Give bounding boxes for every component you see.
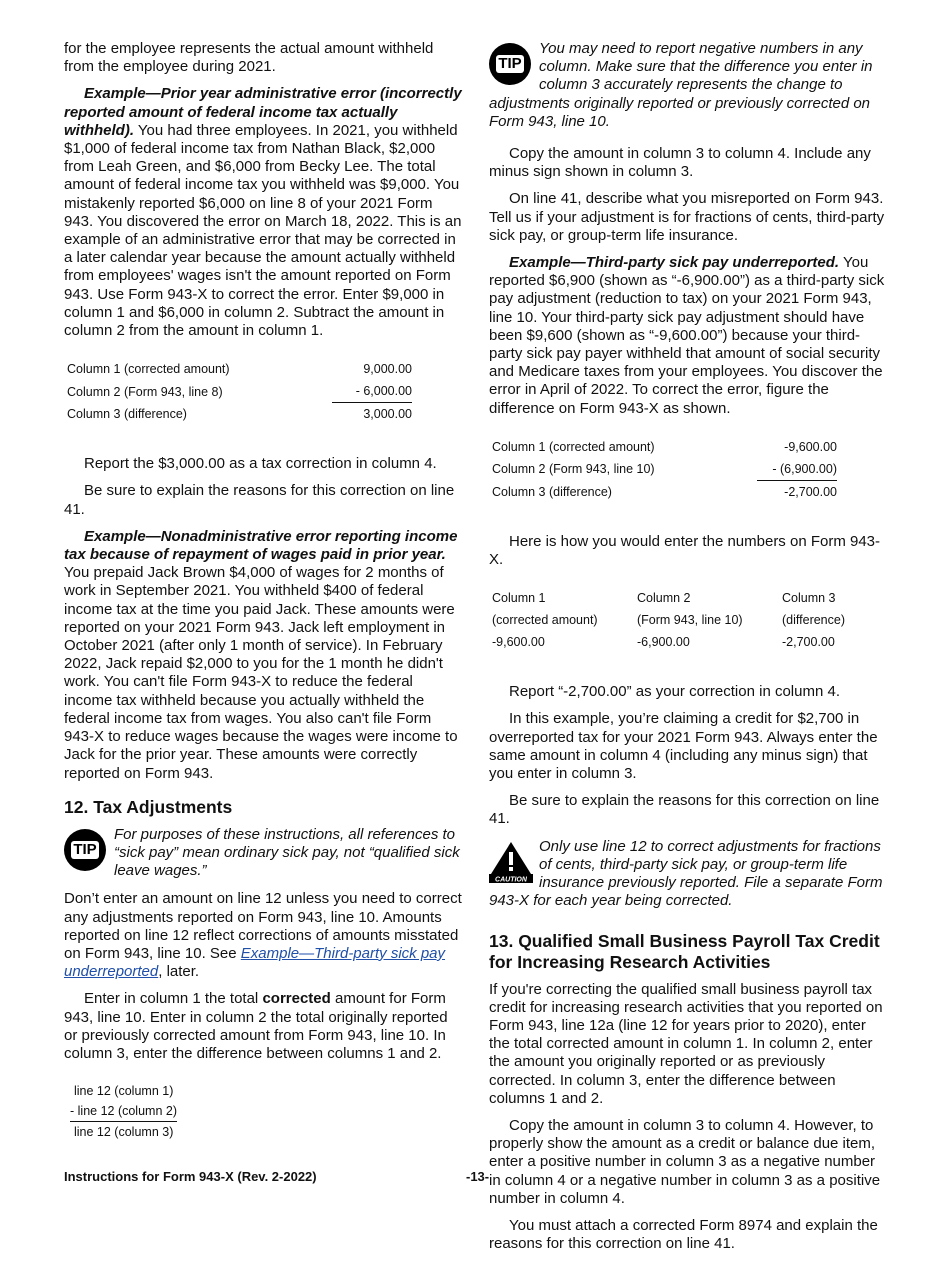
row-label: Column 1 (corrected amount) — [67, 362, 230, 377]
paragraph: Don’t enter an amount on line 12 unless you need to correct any adjustments reported on Form 943, line 10. Amounts reported on line 12 reflect corrections of amounts misstated on Form 943, line 10. See Example—Third-party sick pay underreported, later. — [64, 890, 462, 981]
row-label: Column 3 (difference) — [67, 407, 187, 421]
column-header: Column 1 — [492, 591, 546, 606]
paragraph: Here is how you would enter the numbers on Form 943-X. — [489, 532, 881, 569]
tip-text: You may need to report negative numbers in any column. Make sure that the difference you enter in column 3 accurately represents the change to — [539, 40, 873, 94]
link-third-party-sick-pay[interactable]: Example—Third-party sick pay underreported — [64, 944, 446, 981]
example-prior-year-error — [64, 85, 462, 340]
tip-note — [489, 40, 887, 131]
footer-title: Instructions for Form 943-X (Rev. 2-2022) — [64, 1169, 317, 1184]
column-header: (difference) — [782, 613, 845, 628]
row-value: 3,000.00 — [363, 407, 412, 422]
column-header: Column 2 — [637, 591, 691, 606]
table-row — [67, 403, 412, 426]
caution-text: Only use line 12 to correct adjustments for fractions of cents, third-party sick pay, or group-term life insurance previously reported. File a separate Form — [539, 837, 883, 892]
paragraph: Copy the amount in column 3 to column 4. Include any minus sign shown in column 3. — [489, 145, 871, 181]
paragraph: Report “-2,700.00” as your correction in column 4. — [509, 683, 840, 701]
caution-note — [489, 838, 887, 911]
example-heading: Example—Nonadministrative error reporting income tax because of repayment of wages paid in prior year. — [64, 527, 458, 564]
right-column — [489, 40, 887, 1262]
example-body: You prepaid Jack Brown $4,000 of wages for 2 months of work in September 2021. You withheld $400 of federal income tax at the time you paid Jack. These amounts were reported on your 2021 Form 943. Jack left employment in October 2021 (after only 1 month of service). In February 2022, Jack repaid $2,000 to you for the 1 month he didn't work. You can't file Form 943-X to reduce the federal income tax withheld because you actually withheld the federal income tax from wages. You also can't file Form 943-X to reduce wages because the wages were income to Jack for the prior year. These amounts were correctly reported on Form 943. — [64, 564, 458, 782]
caution-text: 943-X for each year being corrected. — [489, 892, 733, 910]
row-value: 9,000.00 — [363, 362, 412, 377]
paragraph: If you're correcting the qualified small business payroll tax credit for increasing research activities that you reported on Form 943, line 12a (line 12 for years prior to 2020), enter the total corrected amount in column 1. In column 2, enter the amount you originally reported or as previously corrected. In column 3, enter the difference between columns 1 and 2. — [489, 980, 883, 1107]
column-header: (Form 943, line 10) — [637, 613, 743, 628]
table-row — [67, 358, 412, 380]
left-column — [64, 40, 462, 1142]
amount-table-1 — [67, 358, 412, 425]
table-header-row — [492, 587, 852, 609]
paragraph: On line 41, describe what you misreported on Form 943. Tell us if your adjustment is for fractions of cents, third-party sick pay, or group-term life insurance. — [489, 190, 885, 244]
paragraph: You must attach a corrected Form 8974 and explain the reasons for this correction on line 41. — [489, 1216, 878, 1253]
page-number: -13- — [466, 1169, 490, 1184]
table-row — [492, 436, 837, 458]
row-value: -2,700.00 — [784, 484, 837, 499]
example-body: You had three employees. In 2021, you withheld $1,000 of federal income tax from Nathan Black, $2,000 from Leah Green, and $6,000 from Becky Lee. The total amount of federal income tax you withheld was $9,000. You mistakenly reported $6,000 on line 8 of your 2021 Form 943. You discovered the error on March 18, 2022. This is an example of an administrative error that may be corrected in a later calendar year because the amount actually withheld from employees' wages isn't the amount reported on Form 943. Use Form 943-X to correct the error. Enter $9,000 in column 1 and $6,000 in column 2. Subtract the amount in column 2 from the amount in column 1. — [64, 121, 462, 340]
formula-line: line 12 (column 3) — [74, 1125, 174, 1140]
line-12-formula — [70, 1081, 462, 1142]
form-entry-table — [492, 587, 852, 653]
example-heading: Example—Third-party sick pay underreported. — [509, 254, 840, 272]
tip-icon: TIP — [489, 43, 531, 85]
example-third-party-sick-pay — [489, 254, 887, 418]
page-footer — [64, 1168, 882, 1186]
column-header: (corrected amount) — [492, 613, 598, 628]
tip-text: For purposes of these instructions, all references to “sick pay” mean ordinary sick pay, not “qualified sick leave wages.” — [114, 825, 460, 880]
example-body: You reported $6,900 (shown as “-6,900.00”) as a third-party sick pay adjustment (reduction to tax) on your 2021 Form 943, line 10. Your third-party sick pay adjustment should have been $9,600 (shown as “-9,600.00”) because your third-party sick pay payer withheld that amount of social security and Medicare taxes from your employees. You discover the error in April of 2022. To correct the error, figure the difference on Form 943-X as shown. — [489, 254, 885, 417]
section-heading-12: 12. Tax Adjustments — [64, 796, 233, 817]
cell-value: -2,700.00 — [782, 635, 835, 650]
row-label: Column 1 (corrected amount) — [492, 439, 655, 454]
tip-text: adjustments originally reported or previously corrected on Form 943, line 10. — [489, 94, 871, 130]
tip-note — [64, 826, 462, 881]
table-row — [492, 458, 837, 481]
row-label: Column 2 (Form 943, line 8) — [67, 384, 223, 399]
formula-line: - line 12 (column 2) — [70, 1101, 177, 1122]
cell-value: -6,900.00 — [637, 635, 690, 650]
row-label: Column 2 (Form 943, line 10) — [492, 462, 655, 477]
paragraph: Report the $3,000.00 as a tax correction in column 4. — [84, 455, 437, 473]
paragraph: for the employee represents the actual amount withheld from the employee during 2021. — [64, 40, 434, 76]
table-header-row — [492, 609, 852, 631]
row-label: Column 3 (difference) — [492, 484, 612, 499]
example-nonadministrative-error — [64, 528, 462, 783]
table-row — [492, 631, 852, 653]
paragraph: Enter in column 1 the total corrected amount for Form 943, line 10. Enter in column 2 the total originally reported or previously corrected amount from Form 943, line 10. In column 3, enter the difference between columns 1 and 2. — [64, 990, 448, 1062]
paragraph: Be sure to explain the reasons for this correction on line 41. — [489, 792, 880, 828]
cell-value: -9,600.00 — [492, 635, 545, 650]
amount-table-2 — [492, 436, 837, 503]
svg-text:CAUTION: CAUTION — [495, 876, 527, 884]
caution-icon — [489, 840, 533, 884]
paragraph: In this example, you’re claiming a credit for $2,700 in overreported tax for your 2021 Form 943. Always enter the same amount in column 4 (including any minus sign) that you enter in column 3. — [489, 710, 878, 783]
paragraph: Copy the amount in column 3 to column 4. However, to properly show the amount as a credit or balance due item, enter a positive number in column 3 as a negative number in column 4 or a negative number in column 3 as a positive number in column 4. — [489, 1116, 881, 1207]
tip-icon: TIP — [64, 829, 106, 871]
table-row — [492, 480, 837, 503]
row-value: -9,600.00 — [784, 439, 837, 454]
column-header: Column 3 — [782, 591, 836, 606]
section-heading-13: 13. Qualified Small Business Payroll Tax Credit for Increasing Research Activities — [489, 930, 880, 972]
table-row — [67, 380, 412, 403]
formula-line: line 12 (column 1) — [74, 1084, 174, 1099]
example-heading: Example—Prior year administrative error (incorrectly reported amount of federal income tax actually withheld). — [64, 85, 462, 139]
paragraph: Be sure to explain the reasons for this correction on line 41. — [64, 482, 455, 518]
row-value: - 6,000.00 — [332, 380, 412, 403]
row-value: - (6,900.00) — [757, 458, 837, 481]
